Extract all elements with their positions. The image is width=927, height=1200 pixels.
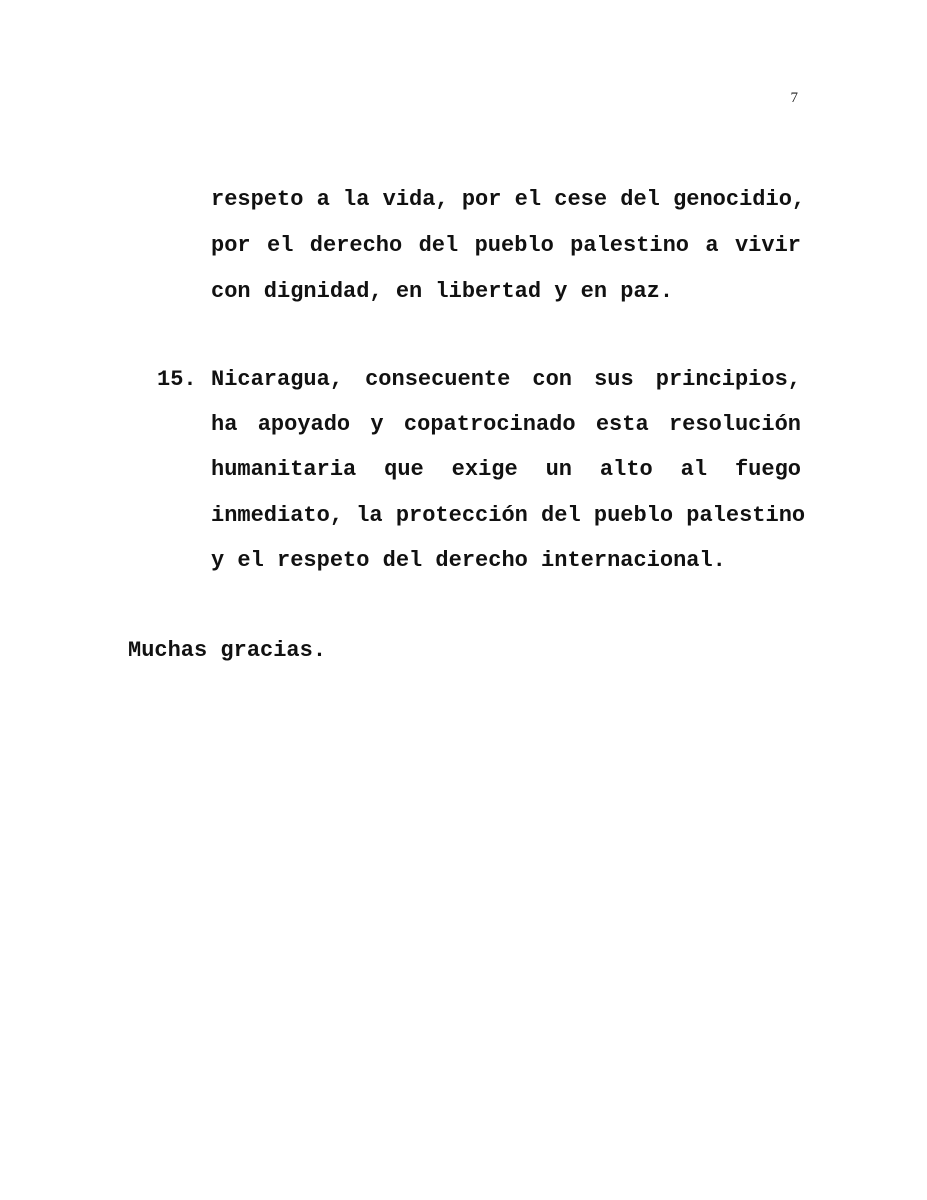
paragraph-line: Nicaragua, consecuente con sus principios, [211, 367, 801, 392]
paragraph-line: inmediato, la protección del pueblo palestino [211, 503, 806, 528]
paragraph-number: 15. [157, 367, 197, 392]
paragraph-line: ha apoyado y copatrocinado esta resolución [211, 412, 801, 437]
paragraph-line: con dignidad, en libertad y en paz. [211, 279, 674, 304]
paragraph-line: humanitaria que exige un alto al fuego [211, 457, 801, 482]
paragraph-line: por el derecho del pueblo palestino a vivir [211, 233, 801, 258]
paragraph-line: respeto a la vida, por el cese del genocidio, [211, 187, 806, 212]
page-number: 7 [790, 90, 798, 106]
paragraph-line: y el respeto del derecho internacional. [211, 548, 726, 573]
closing-remark: Muchas gracias. [128, 638, 327, 663]
